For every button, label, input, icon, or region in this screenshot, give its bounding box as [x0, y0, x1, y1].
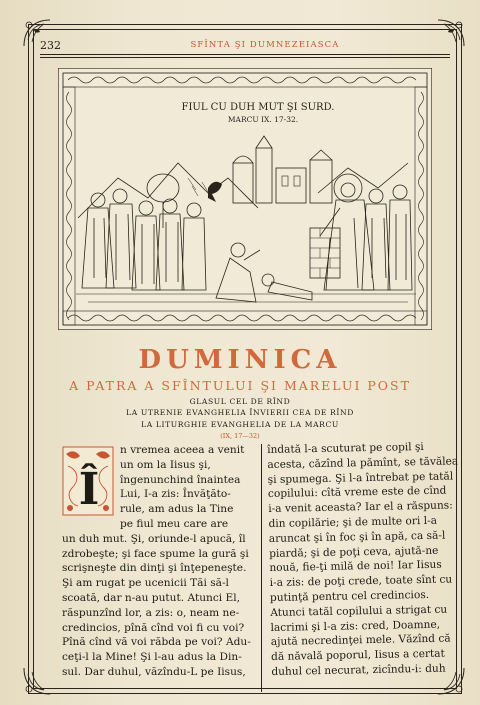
- text-line: ajută necredinţei mele. Văzînd că: [270, 632, 451, 649]
- text-line: din copilărie; şi de multe ori l-a: [268, 514, 438, 530]
- heading-line-2: LA UTRENIE EVANGHELIA ÎNVIERII CEA DE RÎND: [126, 408, 354, 417]
- heading-line-3: LA LITURGHIE EVANGHELIA DE LA MARCU: [141, 420, 339, 429]
- header-rule: [40, 54, 450, 55]
- text-line: zdrobeşte; şi face spume la gură şi: [62, 547, 249, 560]
- text-line: credincios, pînă cînd voi fi cu voi?: [62, 621, 245, 634]
- text-line: îndată l-a scuturat pe copil şi: [267, 440, 424, 456]
- page-title: DUMINICA: [138, 345, 342, 375]
- text-line: nouă, fie-ţi milă de noi! Iar Iisus: [269, 559, 442, 575]
- text-line: Atunci tatăl copilului a strigat cu: [270, 603, 448, 619]
- text-line: răspunzînd lor, a zis: o, neam ne-: [62, 606, 240, 619]
- text-line: un om la Iisus şi,: [120, 458, 211, 471]
- text-line: pe fiul meu care are: [120, 517, 229, 530]
- heading-line-1: GLASUL CEL DE RÎND: [189, 397, 291, 406]
- text-line: sul. Dar duhul, văzîndu-L pe Iisus,: [62, 665, 246, 678]
- text-line: aruncat şi în foc şi în apă, ca să-l: [268, 529, 446, 545]
- corner-ornament-top-right: [434, 16, 468, 50]
- engraving-illustration: [58, 68, 432, 330]
- text-line: acesta, căzînd la pămînt, se tăvălea: [267, 455, 459, 471]
- text-line: n vremea aceea a venit: [120, 444, 245, 456]
- text-line: Lui, I-a zis: Învăţăto-: [120, 488, 231, 501]
- engraving-caption-line2: MARCU IX. 17-32.: [227, 115, 299, 124]
- text-line: scoată, dar n-au putut. Atunci El,: [62, 591, 241, 604]
- text-line: lacrimi şi l-a zis: cred, Doamne,: [270, 618, 441, 634]
- engraving-caption-line1: FIUL CU DUH MUT ŞI SURD.: [181, 102, 335, 113]
- text-line: piardă; şi de poţi ceva, ajută-ne: [269, 544, 439, 560]
- text-line: Şi am rugat pe ucenicii Tăi să-l: [62, 577, 229, 590]
- page-number: 232: [40, 39, 61, 52]
- text-line: îngenunchind înaintea: [120, 473, 241, 486]
- text-column-left: [62, 443, 260, 680]
- drop-cap-letter: Î: [78, 464, 100, 515]
- text-line: duhul cel necurat, zicîndu-i: duh: [271, 662, 446, 678]
- text-line: copilului: cîtă vreme este de cînd: [267, 484, 447, 501]
- text-line: rule, am adus la Tine: [120, 503, 234, 516]
- running-head: SFÎNTA ŞI DUMNEZEIASCA: [190, 40, 340, 50]
- text-column-right: [267, 439, 464, 679]
- scripture-reference: (IX, 17—32): [220, 432, 260, 440]
- text-line: putinţă pentru cel credincios.: [269, 588, 430, 604]
- page-subtitle: A PATRA A SFÎNTULUI ŞI MARELUI POST: [69, 378, 411, 393]
- text-line: scrişneşte din dinţi şi înţepeneşte.: [62, 562, 247, 575]
- text-line: un duh mut. Şi, oriunde-l apucă, îl: [62, 532, 246, 545]
- text-line: Pînă cînd vă voi răbda pe voi? Adu-: [62, 636, 251, 649]
- text-line: i-a zis: de poţi crede, toate sînt cu: [269, 573, 453, 590]
- corner-ornament-bottom-left: [20, 664, 54, 698]
- column-divider: [261, 444, 262, 692]
- text-line: ceţi-l la Mine! Şi l-au adus la Din-: [62, 651, 242, 664]
- text-line: şi spumega. Şi l-a întrebat pe tatăl: [267, 470, 454, 486]
- text-line: dă năvală poporul, Iisus a certat: [270, 647, 445, 664]
- header-rule-thin: [40, 57, 450, 58]
- text-line: i-a venit aceasta? Iar el a răspuns:: [268, 499, 453, 516]
